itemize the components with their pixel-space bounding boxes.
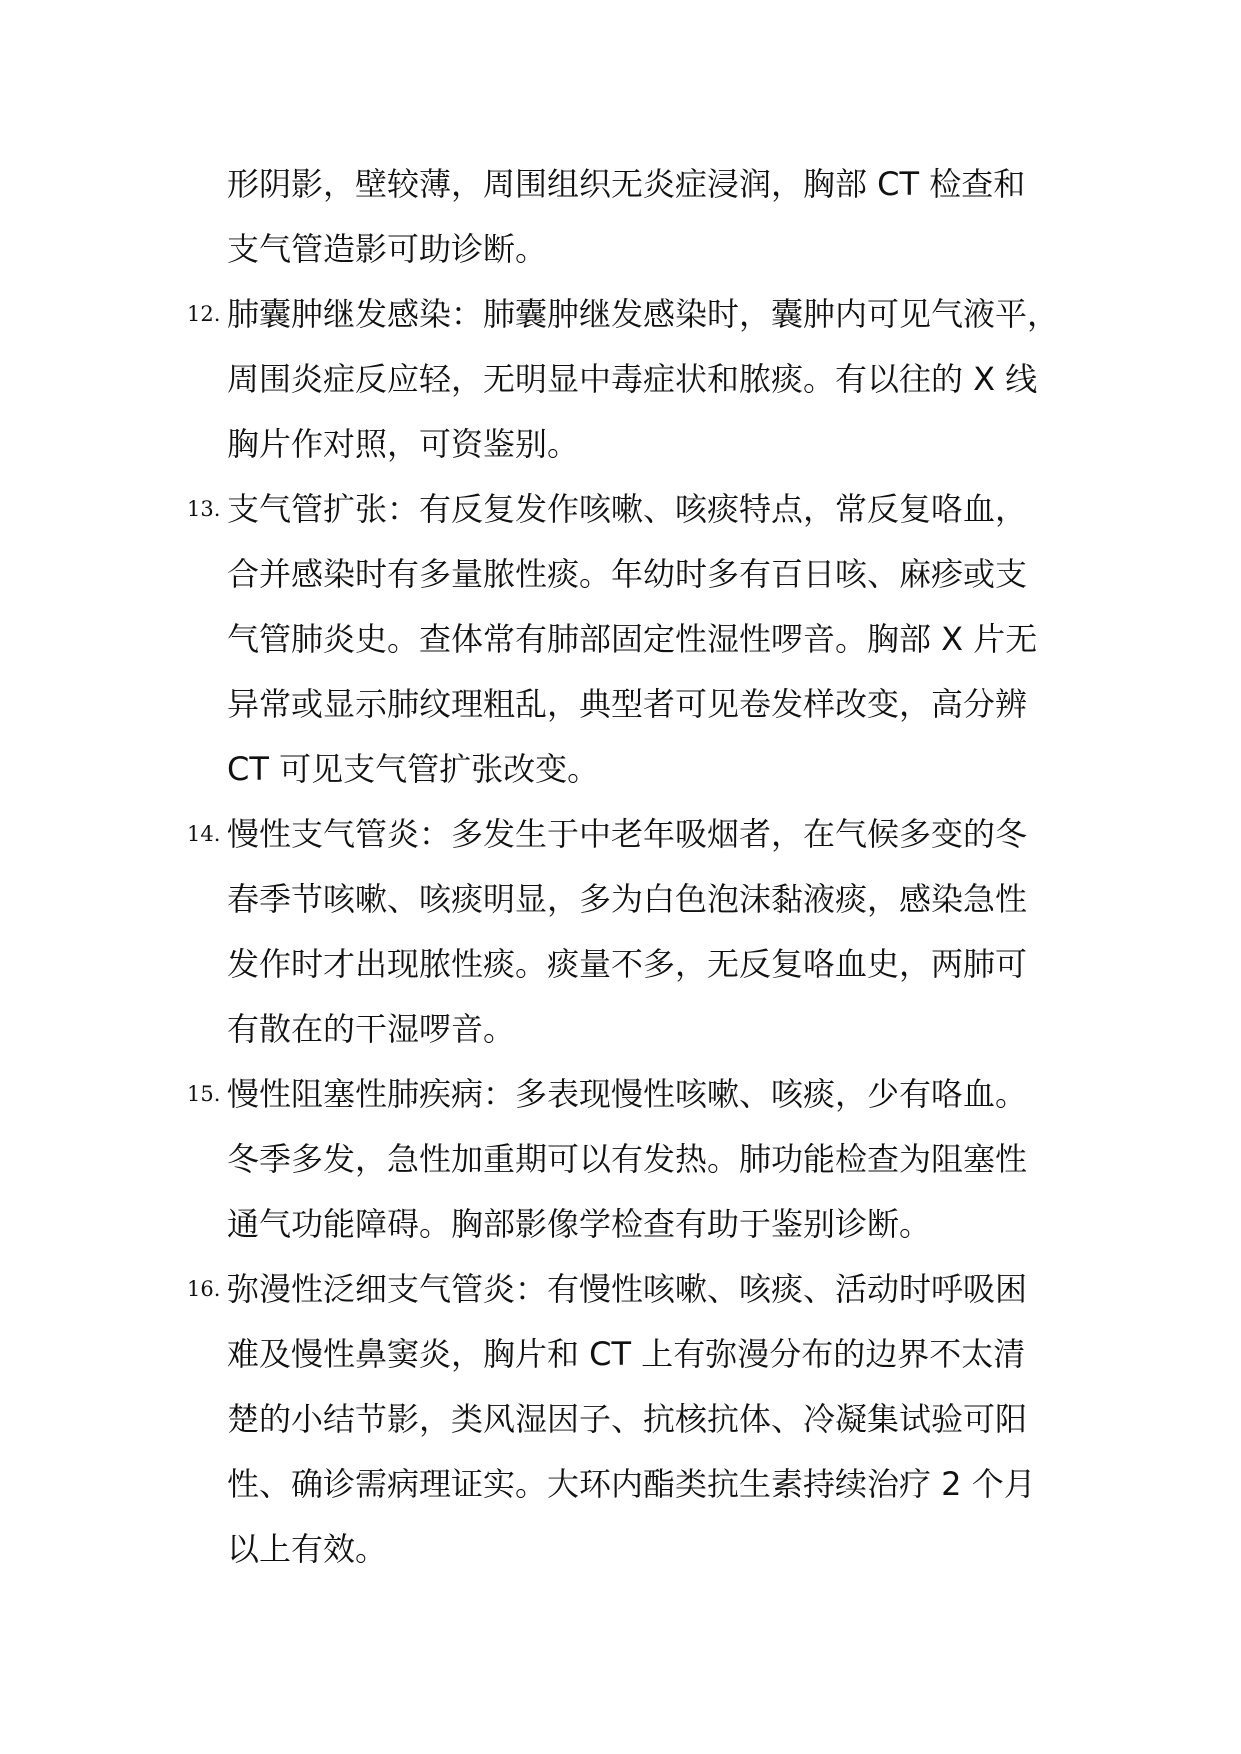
list-item-13 [187, 477, 1059, 802]
list-item-12 [187, 282, 1060, 477]
list-item-15 [187, 1062, 1059, 1257]
item-text: 慢性阻塞性肺疾病：多表现慢性咳嗽、咳痰，少有咯血。 冬季多发，急性加重期可以有发热。肺功能检查为阻塞性 通气功能障碍。胸部影像学检查有助于鉴别诊断。 [227, 1075, 1028, 1243]
item-number: 15. [187, 1082, 221, 1106]
list-item-16 [187, 1257, 1059, 1582]
item-number: 16. [187, 1277, 221, 1301]
list-item-14 [187, 802, 1059, 1062]
item-text: 支气管扩张：有反复发作咳嗽、咳痰特点，常反复咯血， 合并感染时有多量脓性痰。年幼时多有百日咳、麻疹或支 气管肺炎史。查体常有肺部固定性湿性啰音。胸部 X 片无 异常或显示肺纹理粗乱，典型者可见卷发样改变，高分辨 CT 可见支气管扩张改变。 [227, 490, 1038, 788]
item-number: 12. [187, 302, 221, 326]
item-number: 13. [187, 497, 221, 521]
item-text: 弥漫性泛细支气管炎：有慢性咳嗽、咳痰、活动时呼吸困 难及慢性鼻窦炎，胸片和 CT 上有弥漫分布的边界不太清 楚的小结节影，类风湿因子、抗核抗体、冷凝集试验可阳 性、确诊需病理证实。大环内酯类抗生素持续治疗 2 个月 以上有效。 [227, 1270, 1036, 1568]
item-text: 肺囊肿继发感染：肺囊肿继发感染时，囊肿内可见气液平， 周围炎症反应轻，无明显中毒症状和脓痰。有以往的 X 线 胸片作对照，可资鉴别。 [227, 295, 1060, 463]
item-number: 14. [187, 822, 221, 846]
document-body [187, 152, 1060, 1582]
item-text: 慢性支气管炎：多发生于中老年吸烟者，在气候多变的冬 春季节咳嗽、咳痰明显，多为白色泡沫黏液痰，感染急性 发作时才出现脓性痰。痰量不多，无反复咯血史，两肺可 有散在的干湿啰音。 [227, 815, 1028, 1048]
intro-paragraph: 形阴影，壁较薄，周围组织无炎症浸润，胸部 CT 检查和 支气管造影可助诊断。 [227, 165, 1026, 268]
